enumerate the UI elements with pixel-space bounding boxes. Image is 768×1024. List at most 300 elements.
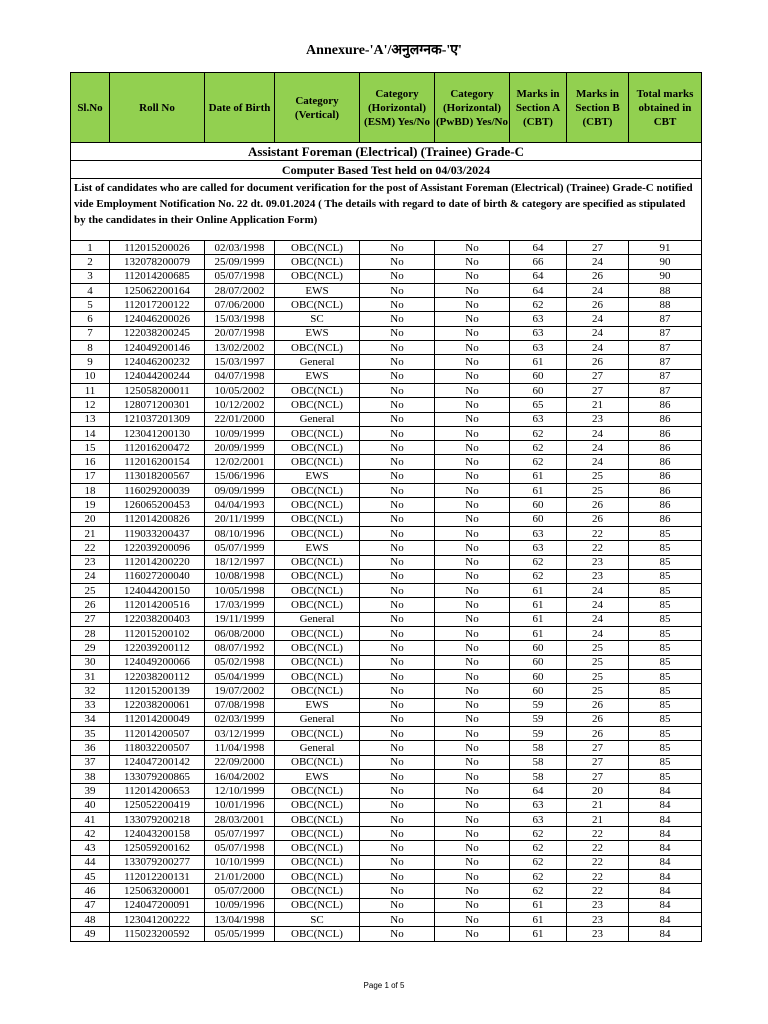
cell-total: 85 [629,612,702,626]
cell-pwbd: No [435,341,510,355]
cell-category-vertical: OBC(NCL) [275,555,360,569]
cell-category-vertical: OBC(NCL) [275,669,360,683]
cell-slno: 42 [71,827,110,841]
cell-pwbd: No [435,784,510,798]
cell-slno: 11 [71,383,110,397]
cell-esm: No [360,484,435,498]
table-row [71,412,702,426]
cell-slno: 41 [71,812,110,826]
cell-dob: 19/11/1999 [205,612,275,626]
cell-pwbd: No [435,369,510,383]
cell-total: 88 [629,298,702,312]
cell-marks-b: 23 [567,912,629,926]
table-row [71,855,702,869]
cell-dob: 07/06/2000 [205,298,275,312]
cell-marks-b: 24 [567,341,629,355]
col-header-total: Total marks obtained in CBT [629,73,702,143]
cell-esm: No [360,755,435,769]
cell-slno: 45 [71,870,110,884]
cell-total: 84 [629,884,702,898]
cell-total: 86 [629,398,702,412]
cell-category-vertical: OBC(NCL) [275,298,360,312]
candidates-table [70,72,702,942]
col-header-slno: Sl.No [71,73,110,143]
cell-roll-no: 122039200096 [110,541,205,555]
cell-dob: 05/07/1998 [205,841,275,855]
cell-category-vertical: OBC(NCL) [275,684,360,698]
cell-total: 87 [629,312,702,326]
cell-roll-no: 113018200567 [110,469,205,483]
cell-category-vertical: OBC(NCL) [275,584,360,598]
cell-esm: No [360,855,435,869]
cell-marks-b: 25 [567,684,629,698]
cell-marks-b: 23 [567,412,629,426]
cell-category-vertical: EWS [275,541,360,555]
cell-marks-b: 22 [567,827,629,841]
cell-roll-no: 124049200146 [110,341,205,355]
cell-total: 87 [629,383,702,397]
cell-category-vertical: General [275,412,360,426]
table-row [71,827,702,841]
cell-marks-b: 23 [567,569,629,583]
cell-slno: 14 [71,426,110,440]
cell-esm: No [360,927,435,941]
cell-marks-b: 21 [567,812,629,826]
cell-marks-b: 24 [567,426,629,440]
table-row [71,512,702,526]
cell-dob: 18/12/1997 [205,555,275,569]
cell-slno: 32 [71,684,110,698]
cell-dob: 21/01/2000 [205,870,275,884]
cell-esm: No [360,398,435,412]
cell-slno: 17 [71,469,110,483]
cell-marks-a: 63 [510,326,567,340]
cell-roll-no: 112014200507 [110,727,205,741]
cell-slno: 5 [71,298,110,312]
cell-esm: No [360,727,435,741]
cell-category-vertical: OBC(NCL) [275,598,360,612]
cell-marks-a: 62 [510,569,567,583]
cell-pwbd: No [435,841,510,855]
cell-slno: 28 [71,627,110,641]
cell-category-vertical: OBC(NCL) [275,641,360,655]
cell-esm: No [360,298,435,312]
cell-marks-b: 27 [567,769,629,783]
cell-slno: 21 [71,526,110,540]
cell-category-vertical: OBC(NCL) [275,526,360,540]
cell-marks-b: 25 [567,641,629,655]
cell-category-vertical: EWS [275,369,360,383]
cell-marks-a: 59 [510,698,567,712]
cell-marks-b: 24 [567,598,629,612]
col-header-category-vertical: Category (Vertical) [275,73,360,143]
cell-roll-no: 116029200039 [110,484,205,498]
cell-esm: No [360,655,435,669]
table-row [71,769,702,783]
cell-roll-no: 112016200154 [110,455,205,469]
table-row [71,441,702,455]
cell-category-vertical: OBC(NCL) [275,426,360,440]
cell-esm: No [360,241,435,255]
table-row [71,584,702,598]
cell-dob: 13/04/1998 [205,912,275,926]
cell-esm: No [360,255,435,269]
cell-slno: 33 [71,698,110,712]
cell-category-vertical: OBC(NCL) [275,784,360,798]
cell-marks-b: 25 [567,655,629,669]
cell-roll-no: 122038200061 [110,698,205,712]
cell-roll-no: 133079200218 [110,812,205,826]
cell-dob: 25/09/1999 [205,255,275,269]
cell-slno: 1 [71,241,110,255]
cell-roll-no: 112014200049 [110,712,205,726]
cell-pwbd: No [435,455,510,469]
cell-roll-no: 112015200026 [110,241,205,255]
cell-marks-b: 27 [567,741,629,755]
cell-marks-b: 26 [567,498,629,512]
cell-pwbd: No [435,741,510,755]
cell-esm: No [360,541,435,555]
cell-roll-no: 128071200301 [110,398,205,412]
cell-marks-a: 61 [510,469,567,483]
table-row [71,269,702,283]
table-row [71,455,702,469]
table-row [71,355,702,369]
cell-esm: No [360,498,435,512]
cell-total: 86 [629,441,702,455]
cell-marks-b: 22 [567,855,629,869]
cell-dob: 02/03/1999 [205,712,275,726]
cell-esm: No [360,684,435,698]
cell-total: 84 [629,855,702,869]
cell-roll-no: 122038200112 [110,669,205,683]
table-row [71,798,702,812]
table-row [71,484,702,498]
col-header-marks-a: Marks in Section A (CBT) [510,73,567,143]
table-row [71,469,702,483]
cell-total: 85 [629,598,702,612]
cell-pwbd: No [435,641,510,655]
cell-marks-a: 60 [510,369,567,383]
cell-total: 84 [629,870,702,884]
cell-total: 85 [629,712,702,726]
cell-dob: 10/12/2002 [205,398,275,412]
cell-pwbd: No [435,898,510,912]
cell-pwbd: No [435,512,510,526]
cell-pwbd: No [435,269,510,283]
cell-esm: No [360,455,435,469]
cell-esm: No [360,884,435,898]
cell-category-vertical: OBC(NCL) [275,755,360,769]
table-row [71,669,702,683]
cell-total: 85 [629,569,702,583]
cell-marks-a: 62 [510,884,567,898]
table-row [71,741,702,755]
cell-esm: No [360,326,435,340]
cell-dob: 07/08/1998 [205,698,275,712]
cell-esm: No [360,698,435,712]
cell-category-vertical: OBC(NCL) [275,841,360,855]
cell-category-vertical: OBC(NCL) [275,498,360,512]
cell-dob: 22/09/2000 [205,755,275,769]
cell-dob: 20/09/1999 [205,441,275,455]
cell-esm: No [360,669,435,683]
cell-esm: No [360,369,435,383]
cell-pwbd: No [435,598,510,612]
cell-marks-b: 25 [567,669,629,683]
cell-esm: No [360,426,435,440]
cell-total: 87 [629,341,702,355]
cell-marks-a: 62 [510,841,567,855]
cell-marks-a: 63 [510,526,567,540]
cell-marks-b: 26 [567,712,629,726]
cell-dob: 28/07/2002 [205,283,275,297]
cell-marks-a: 64 [510,269,567,283]
cell-marks-a: 62 [510,870,567,884]
cell-dob: 15/03/1997 [205,355,275,369]
cell-category-vertical: OBC(NCL) [275,569,360,583]
cell-esm: No [360,812,435,826]
cell-slno: 31 [71,669,110,683]
cell-esm: No [360,912,435,926]
cell-dob: 22/01/2000 [205,412,275,426]
cell-esm: No [360,784,435,798]
cell-total: 86 [629,498,702,512]
cell-pwbd: No [435,698,510,712]
table-row [71,541,702,555]
cell-total: 84 [629,798,702,812]
cell-esm: No [360,898,435,912]
cell-total: 85 [629,655,702,669]
cell-pwbd: No [435,627,510,641]
cell-dob: 02/03/1998 [205,241,275,255]
cell-marks-b: 26 [567,698,629,712]
table-row [71,369,702,383]
cell-marks-a: 60 [510,669,567,683]
table-row [71,498,702,512]
cell-marks-a: 58 [510,741,567,755]
cell-category-vertical: General [275,741,360,755]
cell-total: 84 [629,898,702,912]
cell-slno: 36 [71,741,110,755]
cell-total: 87 [629,369,702,383]
table-row [71,255,702,269]
cell-total: 85 [629,769,702,783]
cell-pwbd: No [435,769,510,783]
cell-dob: 15/03/1998 [205,312,275,326]
cell-total: 86 [629,512,702,526]
cell-slno: 12 [71,398,110,412]
cell-pwbd: No [435,241,510,255]
cell-category-vertical: OBC(NCL) [275,455,360,469]
table-row [71,884,702,898]
cell-esm: No [360,870,435,884]
cell-marks-a: 64 [510,784,567,798]
cell-esm: No [360,512,435,526]
cell-marks-b: 26 [567,298,629,312]
cell-total: 85 [629,555,702,569]
cell-roll-no: 124046200232 [110,355,205,369]
cell-total: 86 [629,426,702,440]
cell-marks-b: 26 [567,269,629,283]
cell-esm: No [360,584,435,598]
cell-slno: 4 [71,283,110,297]
cell-slno: 9 [71,355,110,369]
cell-dob: 10/09/1999 [205,426,275,440]
annexure-title: Annexure-'A'/अनुलग्नक-'ए' [306,43,462,58]
cell-marks-a: 60 [510,641,567,655]
cell-total: 86 [629,455,702,469]
cell-pwbd: No [435,827,510,841]
col-header-category-pwbd: Category (Horizontal) (PwBD) Yes/No [435,73,510,143]
cell-roll-no: 124043200158 [110,827,205,841]
cell-category-vertical: EWS [275,769,360,783]
table-row [71,712,702,726]
cell-marks-a: 63 [510,312,567,326]
cell-esm: No [360,827,435,841]
cell-marks-b: 24 [567,627,629,641]
cell-category-vertical: OBC(NCL) [275,441,360,455]
cell-roll-no: 112014200685 [110,269,205,283]
cell-dob: 12/02/2001 [205,455,275,469]
cell-category-vertical: SC [275,312,360,326]
cell-category-vertical: SC [275,912,360,926]
cell-marks-a: 62 [510,455,567,469]
cell-marks-a: 65 [510,398,567,412]
table-row [71,870,702,884]
cell-marks-b: 26 [567,355,629,369]
cell-esm: No [360,283,435,297]
cell-category-vertical: OBC(NCL) [275,870,360,884]
cell-slno: 34 [71,712,110,726]
cell-category-vertical: EWS [275,698,360,712]
cell-marks-a: 63 [510,412,567,426]
cell-marks-b: 24 [567,441,629,455]
cell-marks-a: 62 [510,426,567,440]
cell-total: 86 [629,484,702,498]
cell-category-vertical: General [275,355,360,369]
cell-marks-a: 63 [510,798,567,812]
cell-pwbd: No [435,712,510,726]
cell-marks-b: 21 [567,398,629,412]
cell-pwbd: No [435,755,510,769]
cell-total: 85 [629,684,702,698]
cell-roll-no: 124047200142 [110,755,205,769]
cell-dob: 06/08/2000 [205,627,275,641]
cell-marks-a: 63 [510,541,567,555]
cell-category-vertical: OBC(NCL) [275,484,360,498]
table-row [71,569,702,583]
cell-marks-a: 61 [510,355,567,369]
col-header-dob: Date of Birth [205,73,275,143]
cell-slno: 20 [71,512,110,526]
cell-esm: No [360,612,435,626]
cell-dob: 04/04/1993 [205,498,275,512]
cell-category-vertical: OBC(NCL) [275,927,360,941]
cell-slno: 40 [71,798,110,812]
cell-pwbd: No [435,555,510,569]
cell-slno: 3 [71,269,110,283]
cell-esm: No [360,412,435,426]
cell-slno: 47 [71,898,110,912]
cell-marks-a: 62 [510,855,567,869]
cell-marks-b: 27 [567,383,629,397]
cell-dob: 04/07/1998 [205,369,275,383]
cell-esm: No [360,341,435,355]
cell-marks-b: 24 [567,584,629,598]
cell-esm: No [360,383,435,397]
cell-slno: 46 [71,884,110,898]
cell-marks-b: 23 [567,555,629,569]
cell-marks-b: 22 [567,884,629,898]
cell-roll-no: 133079200865 [110,769,205,783]
cell-pwbd: No [435,870,510,884]
table-row [71,627,702,641]
cell-category-vertical: OBC(NCL) [275,255,360,269]
cell-roll-no: 122039200112 [110,641,205,655]
cell-pwbd: No [435,884,510,898]
cell-dob: 20/11/1999 [205,512,275,526]
table-row [71,812,702,826]
cell-esm: No [360,441,435,455]
cell-dob: 05/05/1999 [205,927,275,941]
cell-marks-b: 24 [567,283,629,297]
table-row [71,241,702,255]
cell-pwbd: No [435,383,510,397]
cell-category-vertical: OBC(NCL) [275,512,360,526]
col-header-roll-no: Roll No [110,73,205,143]
cell-esm: No [360,598,435,612]
cell-marks-a: 59 [510,712,567,726]
cell-total: 85 [629,584,702,598]
cell-total: 88 [629,283,702,297]
cell-dob: 10/05/1998 [205,584,275,598]
cell-marks-a: 59 [510,727,567,741]
cell-slno: 16 [71,455,110,469]
cell-marks-b: 22 [567,841,629,855]
cell-roll-no: 122038200403 [110,612,205,626]
cell-marks-a: 63 [510,341,567,355]
cell-roll-no: 112015200139 [110,684,205,698]
cell-marks-a: 63 [510,812,567,826]
cell-marks-b: 25 [567,484,629,498]
cell-roll-no: 125052200419 [110,798,205,812]
cell-category-vertical: OBC(NCL) [275,269,360,283]
cell-roll-no: 124046200026 [110,312,205,326]
cell-total: 84 [629,784,702,798]
cell-total: 84 [629,927,702,941]
cell-esm: No [360,712,435,726]
cell-pwbd: No [435,798,510,812]
cell-dob: 05/07/1999 [205,541,275,555]
table-row [71,684,702,698]
table-row [71,526,702,540]
cell-category-vertical: OBC(NCL) [275,898,360,912]
cell-marks-a: 61 [510,584,567,598]
cell-esm: No [360,312,435,326]
table-row [71,927,702,941]
cell-total: 85 [629,641,702,655]
table-row [71,755,702,769]
cell-slno: 7 [71,326,110,340]
table-row [71,784,702,798]
cell-roll-no: 132078200079 [110,255,205,269]
cell-marks-b: 24 [567,255,629,269]
cell-pwbd: No [435,469,510,483]
cell-slno: 48 [71,912,110,926]
cell-total: 84 [629,841,702,855]
table-row [71,912,702,926]
